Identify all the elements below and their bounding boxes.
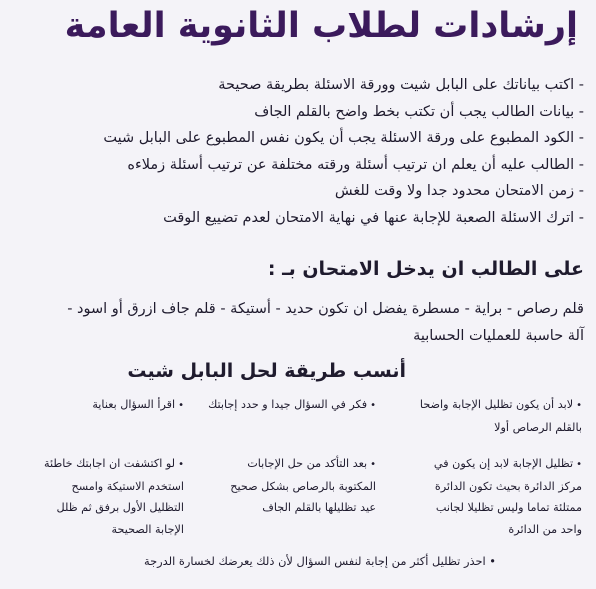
bullet-icon: •	[489, 554, 496, 568]
tools-heading: على الطالب ان يدخل الامتحان بـ :	[267, 258, 584, 280]
bullet-icon: •	[370, 400, 376, 411]
bullet-icon: •	[370, 459, 376, 470]
rule-item: - اكتب بياناتك على البابل شيت وورقة الاسئلة بطريقة صحيحة	[218, 77, 584, 93]
rule-item: - زمن الامتحان محدود جدا ولا وقت للغش	[334, 183, 584, 199]
rules-list	[9, 72, 584, 231]
rule-item: - الطالب عليه أن يعلم ان ترتيب أسئلة ورقته مختلفة عن ترتيب أسئلة زملاءه	[127, 156, 584, 173]
step-think-answer: •فكر في السؤال جيدا و حدد إجابتك	[208, 398, 376, 411]
tools-list	[4, 296, 584, 350]
step-erase-wrong: •لو اكتشفت ان اجابتك خاطئة استخدم الاستيكة وامسح التظليل الأول برفق ثم ظلل الإجابة الصحيحة	[43, 457, 184, 536]
tools-line: آلة حاسبة للعمليات الحسابية	[413, 328, 584, 344]
rule-item: - بيانات الطالب يجب أن تكتب بخط واضح بالقلم الجاف	[254, 103, 584, 120]
bullet-icon: •	[178, 459, 184, 470]
step-read-question: •اقرأ السؤال بعناية	[92, 398, 184, 411]
step-fill-circle: •تظليل الإجابة لابد إن يكون في مركز الدائرة بحيث تكون الدائرة ممتلئة تماما وليس تظليلا لجانب واحد من الدائرة	[433, 457, 582, 536]
bullet-icon: •	[178, 400, 184, 411]
tools-line: قلم رصاص - براية - مسطرة يفضل ان تكون حديد - أستيكة - قلم جاف ازرق أو اسود -	[67, 301, 584, 317]
rule-item: - اترك الاسئلة الصعبة للإجابة عنها في نهاية الامتحان لعدم تضييع الوقت	[163, 209, 584, 226]
bullet-icon: •	[576, 459, 582, 470]
rule-item: - الكود المطبوع على ورقة الاسئلة يجب أن يكون نفس المطبوع على البابل شيت	[103, 130, 584, 146]
step-ink-over: •بعد التأكد من حل الإجابات المكتوبة بالرصاص بشكل صحيح عيد تظليلها بالقلم الجاف	[230, 457, 376, 514]
final-warning: • احذر تظليل أكثر من إجابة لنفس السؤال لأن ذلك يعرضك لخسارة الدرجة	[144, 554, 496, 568]
bullet-icon: •	[576, 400, 582, 411]
step-shade-pencil: •لابد أن يكون تظليل الإجابة واضحا بالقلم الرصاص أولا	[419, 398, 582, 434]
method-heading: أنسب طريقة لحل البابل شيت	[127, 360, 406, 382]
page-title: إرشادات لطلاب الثانوية العامة	[64, 6, 578, 46]
